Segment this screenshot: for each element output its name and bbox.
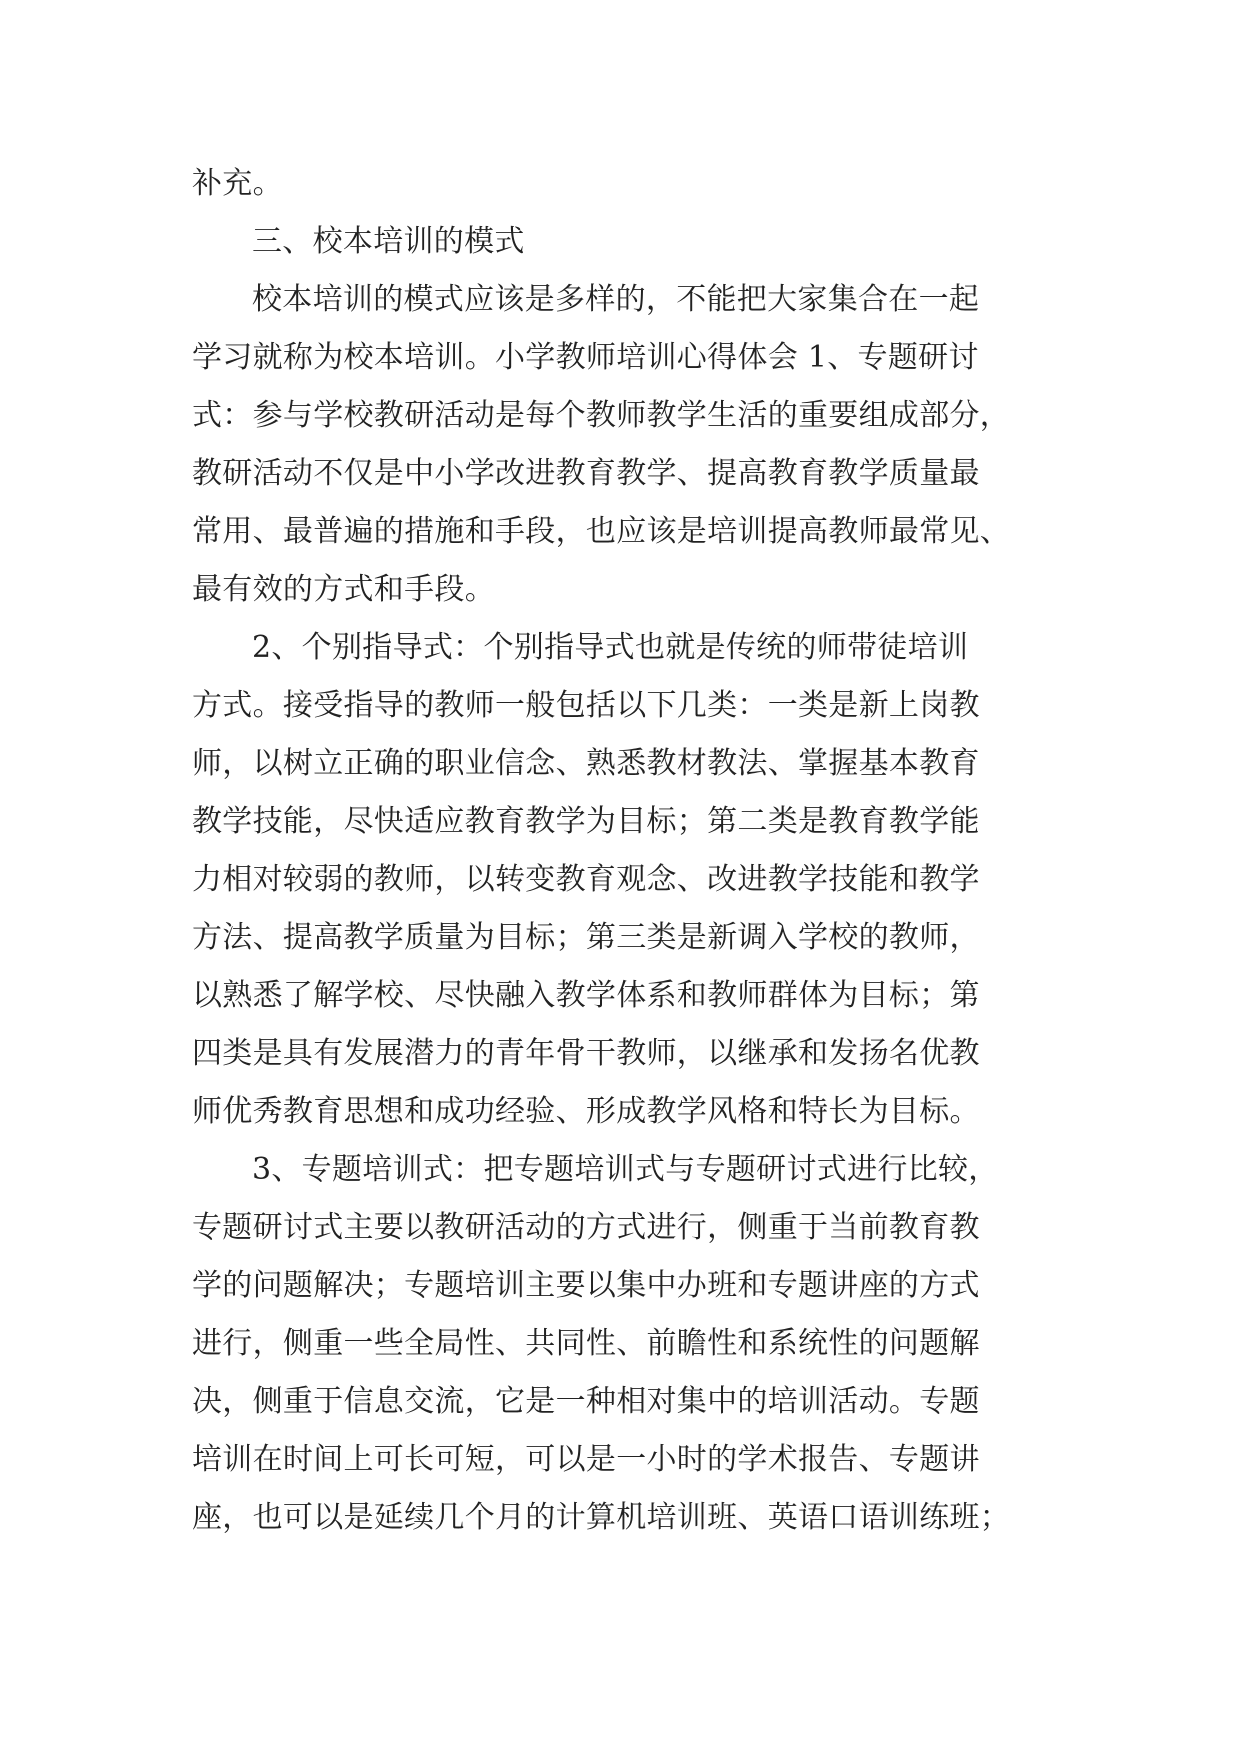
text-line: 培训在时间上可长可短，可以是一小时的学术报告、专题讲 (192, 1442, 980, 1477)
document-body (192, 155, 1092, 1547)
text-line: 进行，侧重一些全局性、共同性、前瞻性和系统性的问题解 (192, 1326, 980, 1361)
text-line: 决，侧重于信息交流，它是一种相对集中的培训活动。专题 (192, 1384, 980, 1419)
text-line: 教学技能，尽快适应教育教学为目标；第二类是教育教学能 (192, 804, 980, 839)
text-line: 2、个别指导式：个别指导式也就是传统的师带徒培训 (252, 630, 969, 665)
text-line: 方法、提高教学质量为目标；第三类是新调入学校的教师， (192, 920, 980, 955)
text-line: 式：参与学校教研活动是每个教师教学生活的重要组成部分， (192, 398, 1011, 433)
text-line: 座，也可以是延续几个月的计算机培训班、英语口语训练班； (192, 1500, 1011, 1535)
text-line: 常用、最普遍的措施和手段，也应该是培训提高教师最常见、 (192, 514, 1011, 549)
text-line: 补充。 (192, 166, 283, 201)
text-line: 师，以树立正确的职业信念、熟悉教材教法、掌握基本教育 (192, 746, 980, 781)
text-line: 校本培训的模式应该是多样的，不能把大家集合在一起 (252, 282, 980, 317)
text-line: 学习就称为校本培训。小学教师培训心得体会 1、专题研讨 (192, 340, 979, 375)
text-line: 方式。接受指导的教师一般包括以下几类：一类是新上岗教 (192, 688, 980, 723)
text-line: 力相对较弱的教师，以转变教育观念、改进教学技能和教学 (192, 862, 980, 897)
text-line: 3、专题培训式：把专题培训式与专题研讨式进行比较， (252, 1152, 999, 1187)
text-line: 最有效的方式和手段。 (192, 572, 495, 607)
text-line: 教研活动不仅是中小学改进教育教学、提高教育教学质量最 (192, 456, 980, 491)
text-line: 学的问题解决；专题培训主要以集中办班和专题讲座的方式 (192, 1268, 980, 1303)
text-line: 以熟悉了解学校、尽快融入教学体系和教师群体为目标；第 (192, 978, 980, 1013)
text-line: 四类是具有发展潜力的青年骨干教师，以继承和发扬名优教 (192, 1036, 980, 1071)
text-line: 三、校本培训的模式 (252, 224, 525, 259)
text-line: 专题研讨式主要以教研活动的方式进行，侧重于当前教育教 (192, 1210, 980, 1245)
text-line: 师优秀教育思想和成功经验、形成教学风格和特长为目标。 (192, 1094, 980, 1129)
